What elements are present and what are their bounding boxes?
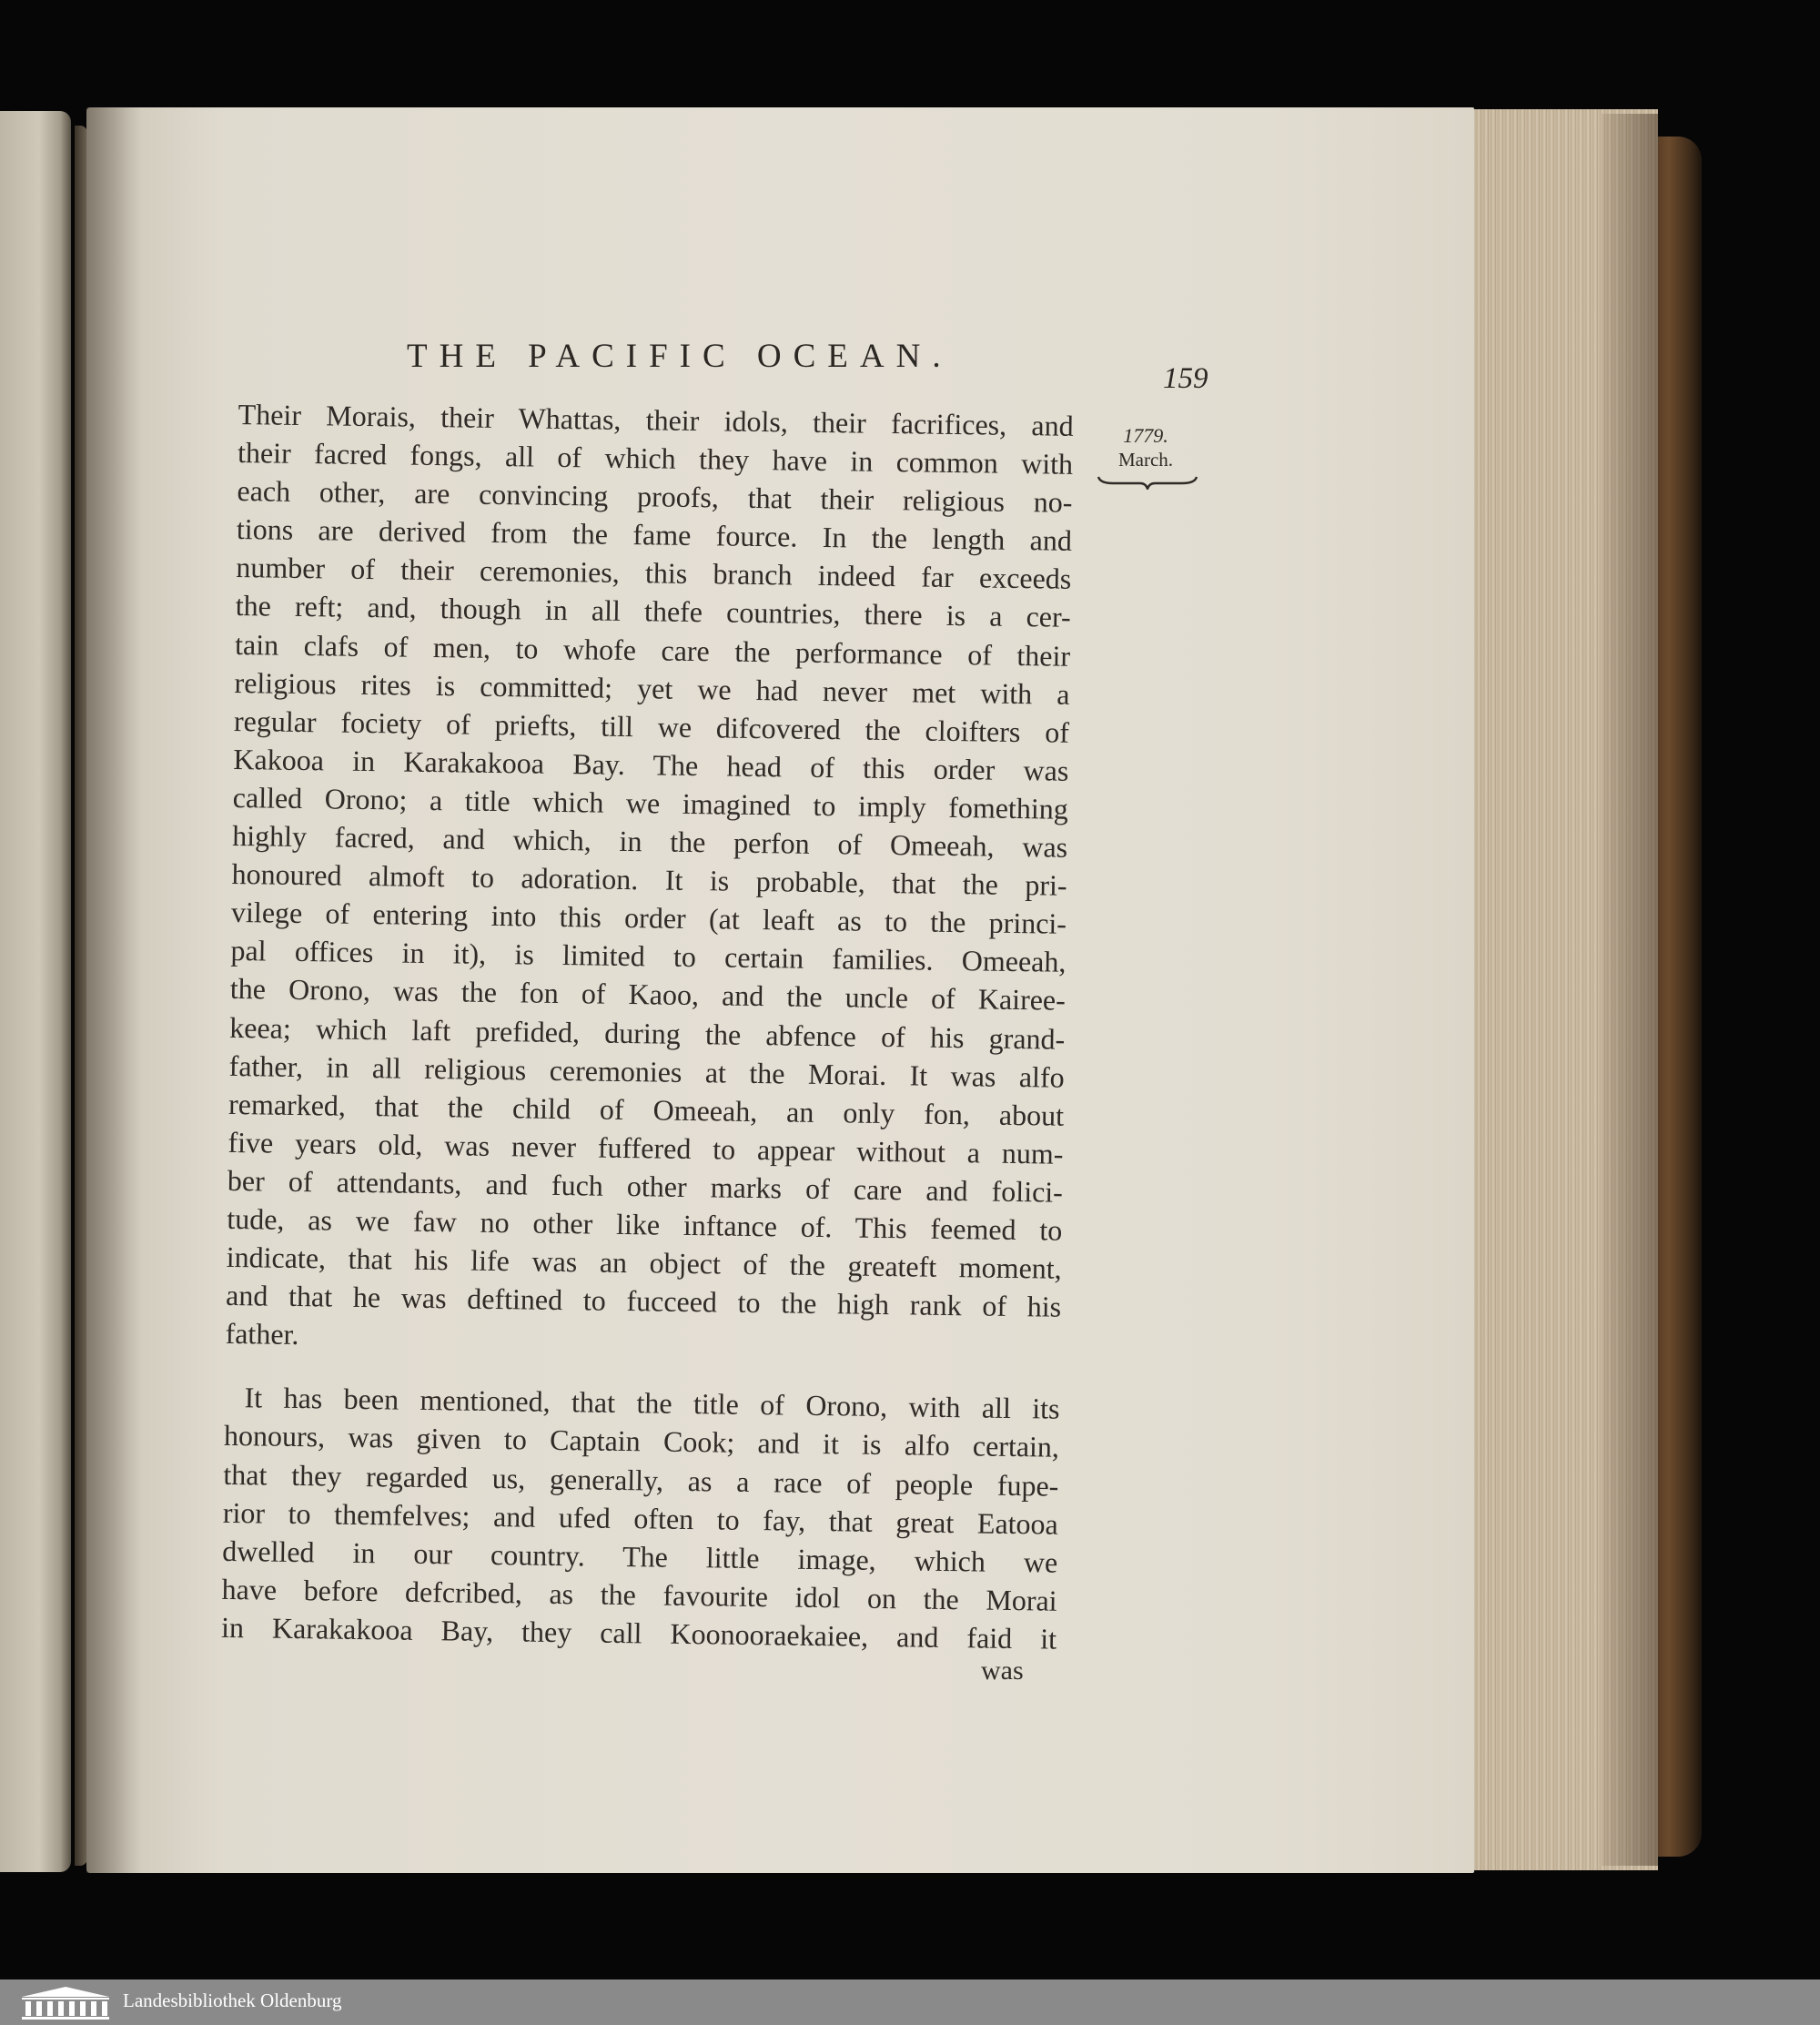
margin-month: March. bbox=[1117, 449, 1174, 471]
paragraph-1 bbox=[225, 395, 1074, 1364]
fore-edge-shade bbox=[1602, 114, 1658, 1866]
paragraph-2-cont bbox=[221, 1416, 1059, 1657]
text-line: tions are derived from the fame fource. In the length and bbox=[236, 512, 1073, 558]
text-line: called Orono; a title which we imagined to imply fomething bbox=[232, 780, 1068, 825]
margin-year: 1779. bbox=[1123, 424, 1168, 447]
text-line: honours, was given to Captain Cook; and it is alfo certain, bbox=[223, 1419, 1060, 1464]
text-line: tude, as we faw no other like inftance of. This feemed to bbox=[227, 1201, 1063, 1247]
text-line: honoured almoft to adoration. It is probable, that the pri- bbox=[231, 857, 1067, 902]
brace-icon bbox=[1097, 475, 1198, 490]
text-line: rior to themfelves; and ufed often to fay, that great Eatooa bbox=[222, 1495, 1059, 1541]
text-line: dwelled in our country. The little image, which we bbox=[222, 1534, 1058, 1579]
text-line: five years old, was never fuffered to appear without a num- bbox=[228, 1125, 1064, 1170]
text-line: each other, are convincing proofs, that their religious no- bbox=[237, 474, 1073, 519]
text-line: Kakooa in Karakakooa Bay. The head of this order was bbox=[233, 742, 1069, 787]
text-line: ber of attendants, and fuch other marks of care and folici- bbox=[227, 1163, 1064, 1209]
library-building-icon bbox=[18, 1984, 113, 2020]
margin-note bbox=[1097, 424, 1195, 490]
text-line: regular fociety of priefts, till we difcovered the cloifters of bbox=[233, 704, 1070, 749]
text-line: indicate, that his life was an object of the greateft moment, bbox=[226, 1240, 1062, 1285]
page-number: 159 bbox=[1163, 362, 1208, 395]
text-line: in Karakakooa Bay, they call Koonooraekaiee, and faid it bbox=[220, 1610, 1057, 1655]
text-line: the Orono, was the fon of Kaoo, and the uncle of Kairee- bbox=[229, 972, 1067, 1018]
text-line: It has been mentioned, that the title of Orono, with all its bbox=[244, 1381, 1060, 1426]
text-line: vilege of entering into this order (at leaft as to the princi- bbox=[230, 896, 1067, 940]
previous-page-shadow bbox=[75, 126, 87, 1866]
text-line: father, in all religious ceremonies at the Morai. It was alfo bbox=[228, 1048, 1065, 1094]
text-line: highly facred, and which, in the perfon of Omeeah, was bbox=[231, 818, 1068, 864]
library-name: Landesbibliothek Oldenburg bbox=[123, 1990, 342, 2011]
running-head: THE PACIFIC OCEAN. bbox=[407, 338, 953, 375]
text-line: tain clafs of men, to whofe care the performance of their bbox=[234, 627, 1071, 673]
catchword: was bbox=[981, 1655, 1024, 1686]
footer-bar bbox=[0, 1979, 1820, 2025]
text-line: number of their ceremonies, this branch indeed far exceeds bbox=[236, 551, 1072, 596]
text-line: pal offices in it), is limited to certain families. Omeeah, bbox=[230, 934, 1067, 979]
text-line: have before defcribed, as the favourite idol on the Morai bbox=[221, 1572, 1057, 1617]
text-line: religious rites is committed; yet we had never met with a bbox=[234, 665, 1070, 711]
text-line: remarked, that the child of Omeeah, an only fon, about bbox=[228, 1087, 1065, 1132]
text-line: that they regarded us, generally, as a race of people fupe- bbox=[223, 1457, 1059, 1503]
text-line: and that he was deftined to fucceed to the high rank of his bbox=[225, 1279, 1062, 1323]
gutter-shadow bbox=[86, 107, 141, 1873]
text-line: their facred fongs, all of which they have in common with bbox=[237, 436, 1074, 481]
text-line-last: father. bbox=[225, 1317, 299, 1352]
body-text bbox=[221, 395, 1074, 1658]
previous-page-edge bbox=[0, 111, 71, 1872]
text-line: the reft; and, though in all thefe countries, there is a cer- bbox=[235, 589, 1071, 634]
text-line: keea; which laft prefided, during the abfence of his grand- bbox=[229, 1010, 1066, 1056]
text-line: Their Morais, their Whattas, their idols, their facrifices, and bbox=[238, 397, 1074, 442]
